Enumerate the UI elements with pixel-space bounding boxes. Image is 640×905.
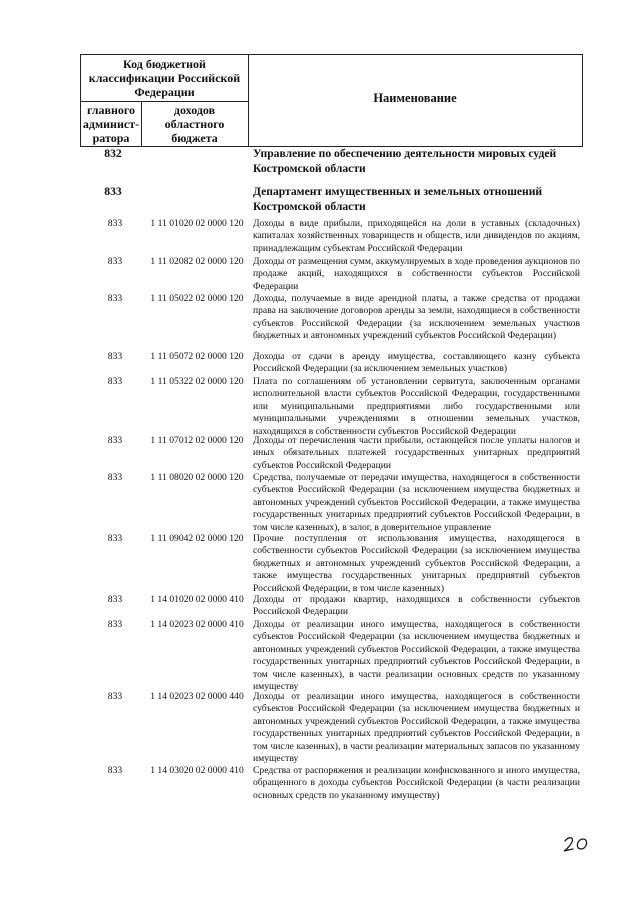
admin-code: 833 xyxy=(107,472,123,483)
admin-code: 833 xyxy=(107,293,123,304)
income-code: 1 11 01020 02 0000 120 xyxy=(150,218,244,229)
admin-code: 833 xyxy=(107,351,123,362)
income-name: Прочие поступления от использования имущества, находящегося в собственности субъектов Российской Федерации (за исключением имущества бюджетных и автономных учреждений субъектов Российской Федерации, а также имущества государственных унитарных предприятий субъектов Российской Федерации, в том числе казенных) xyxy=(253,533,580,594)
income-name: Доходы в виде прибыли, приходящейся на доли в уставных (складочных) капиталах хозяйственных товариществ и обществ, или дивидендов по акциям, принадлежащим субъектам Российской Федерации xyxy=(253,218,580,254)
income-name: Плата по соглашениям об установлении сервитута, заключенным органами исполнительной власти субъектов Российской Федерации, государственными или муниципальными предприятиями либо государственными или муниципальными учреждениями в отношении земельных участков, находящихся в собственности субъектов Российской Федерации xyxy=(253,376,580,437)
admin-code: 833 xyxy=(107,218,123,229)
section-name: Управление по обеспечению деятельности мировых судей Костромской области xyxy=(253,147,557,175)
income-code: 1 14 02023 02 0000 440 xyxy=(150,691,244,702)
section-admin-code: 833 xyxy=(104,185,122,198)
column-admin: главного админист-ратора xyxy=(82,103,140,145)
admin-code: 833 xyxy=(107,619,123,630)
kbk-title: Код бюджетной классификации Российской Федерации xyxy=(88,57,241,99)
income-code: 1 11 05072 02 0000 120 xyxy=(150,351,244,362)
income-code: 1 11 09042 02 0000 120 xyxy=(150,533,244,544)
income-name: Доходы от реализации иного имущества, находящегося в собственности субъектов Российской Федерации (за исключением имущества бюджетных и автономных учреждений субъектов Российской Федерации, а также имущества государственных унитарных предприятий субъектов Российской Федерации, в том числе казенных), в части реализации основных средств по указанному имуществу xyxy=(253,619,580,693)
income-code: 1 11 05322 02 0000 120 xyxy=(150,376,244,387)
section-admin-code: 832 xyxy=(104,147,122,160)
income-name: Доходы от сдачи в аренду имущества, составляющего казну субъекта Российской Федерации (за исключением земельных участков) xyxy=(253,351,580,375)
admin-code: 833 xyxy=(107,435,123,446)
column-income: доходов областного бюджета xyxy=(164,103,225,145)
section-name: Департамент имущественных и земельных отношений Костромской области xyxy=(253,185,543,213)
income-code: 1 11 08020 02 0000 120 xyxy=(150,472,244,483)
income-code: 1 14 01020 02 0000 410 xyxy=(150,594,244,605)
income-name: Доходы от реализации иного имущества, находящегося в собственности субъектов Российской Федерации (за исключением имущества бюджетных и автономных учреждений субъектов Российской Федерации, а также имущества государственных унитарных предприятий субъектов Российской Федерации, в том числе казенных), в части реализации материальных запасов по указанному имуществу xyxy=(253,691,580,765)
admin-code: 833 xyxy=(107,376,123,387)
income-code: 1 14 02023 02 0000 410 xyxy=(150,619,244,630)
income-name: Средства от распоряжения и реализации конфискованного и иного имущества, обращенного в доходы субъектов Российской Федерации (в части реализации основных средств по указанному имуществу) xyxy=(253,765,580,801)
income-name: Доходы от размещения сумм, аккумулируемых в ходе проведения аукционов по продаже акций, находящихся в собственности субъектов Российской Федерации xyxy=(253,256,580,292)
income-code: 1 14 03020 02 0000 410 xyxy=(150,765,244,776)
admin-code: 833 xyxy=(107,533,123,544)
handwritten-page-number xyxy=(562,834,598,854)
income-name: Средства, получаемые от передачи имущества, находящегося в собственности субъектов Российской Федерации (за исключением имущества бюджетных и автономных учреждений субъектов Российской Федерации, а также имущества государственных унитарных предприятий субъектов Российской Федерации, в том числе казенных), в залог, в доверительное управление xyxy=(253,472,580,533)
admin-code: 833 xyxy=(107,256,123,267)
income-name: Доходы, получаемые в виде арендной платы, а также средства от продажи права на заключение договоров аренды за земли, находящиеся в собственности субъектов Российской Федерации (за исключением земельных участков бюджетных и автономных учреждений субъектов Российской Федерации) xyxy=(253,293,580,342)
income-code: 1 11 02082 02 0000 120 xyxy=(150,256,244,267)
table-header xyxy=(80,54,583,147)
income-code: 1 11 07012 02 0000 120 xyxy=(150,435,244,446)
column-name: Наименование xyxy=(373,91,457,105)
admin-code: 833 xyxy=(107,691,123,702)
admin-code: 833 xyxy=(107,765,123,776)
admin-code: 833 xyxy=(107,594,123,605)
income-name: Доходы от продажи квартир, находящихся в собственности субъектов Российской Федерации xyxy=(253,594,580,618)
income-name: Доходы от перечисления части прибыли, остающейся после уплаты налогов и иных обязательных платежей государственных унитарных предприятий субъектов Российской Федерации xyxy=(253,435,580,471)
income-code: 1 11 05022 02 0000 120 xyxy=(150,293,244,304)
